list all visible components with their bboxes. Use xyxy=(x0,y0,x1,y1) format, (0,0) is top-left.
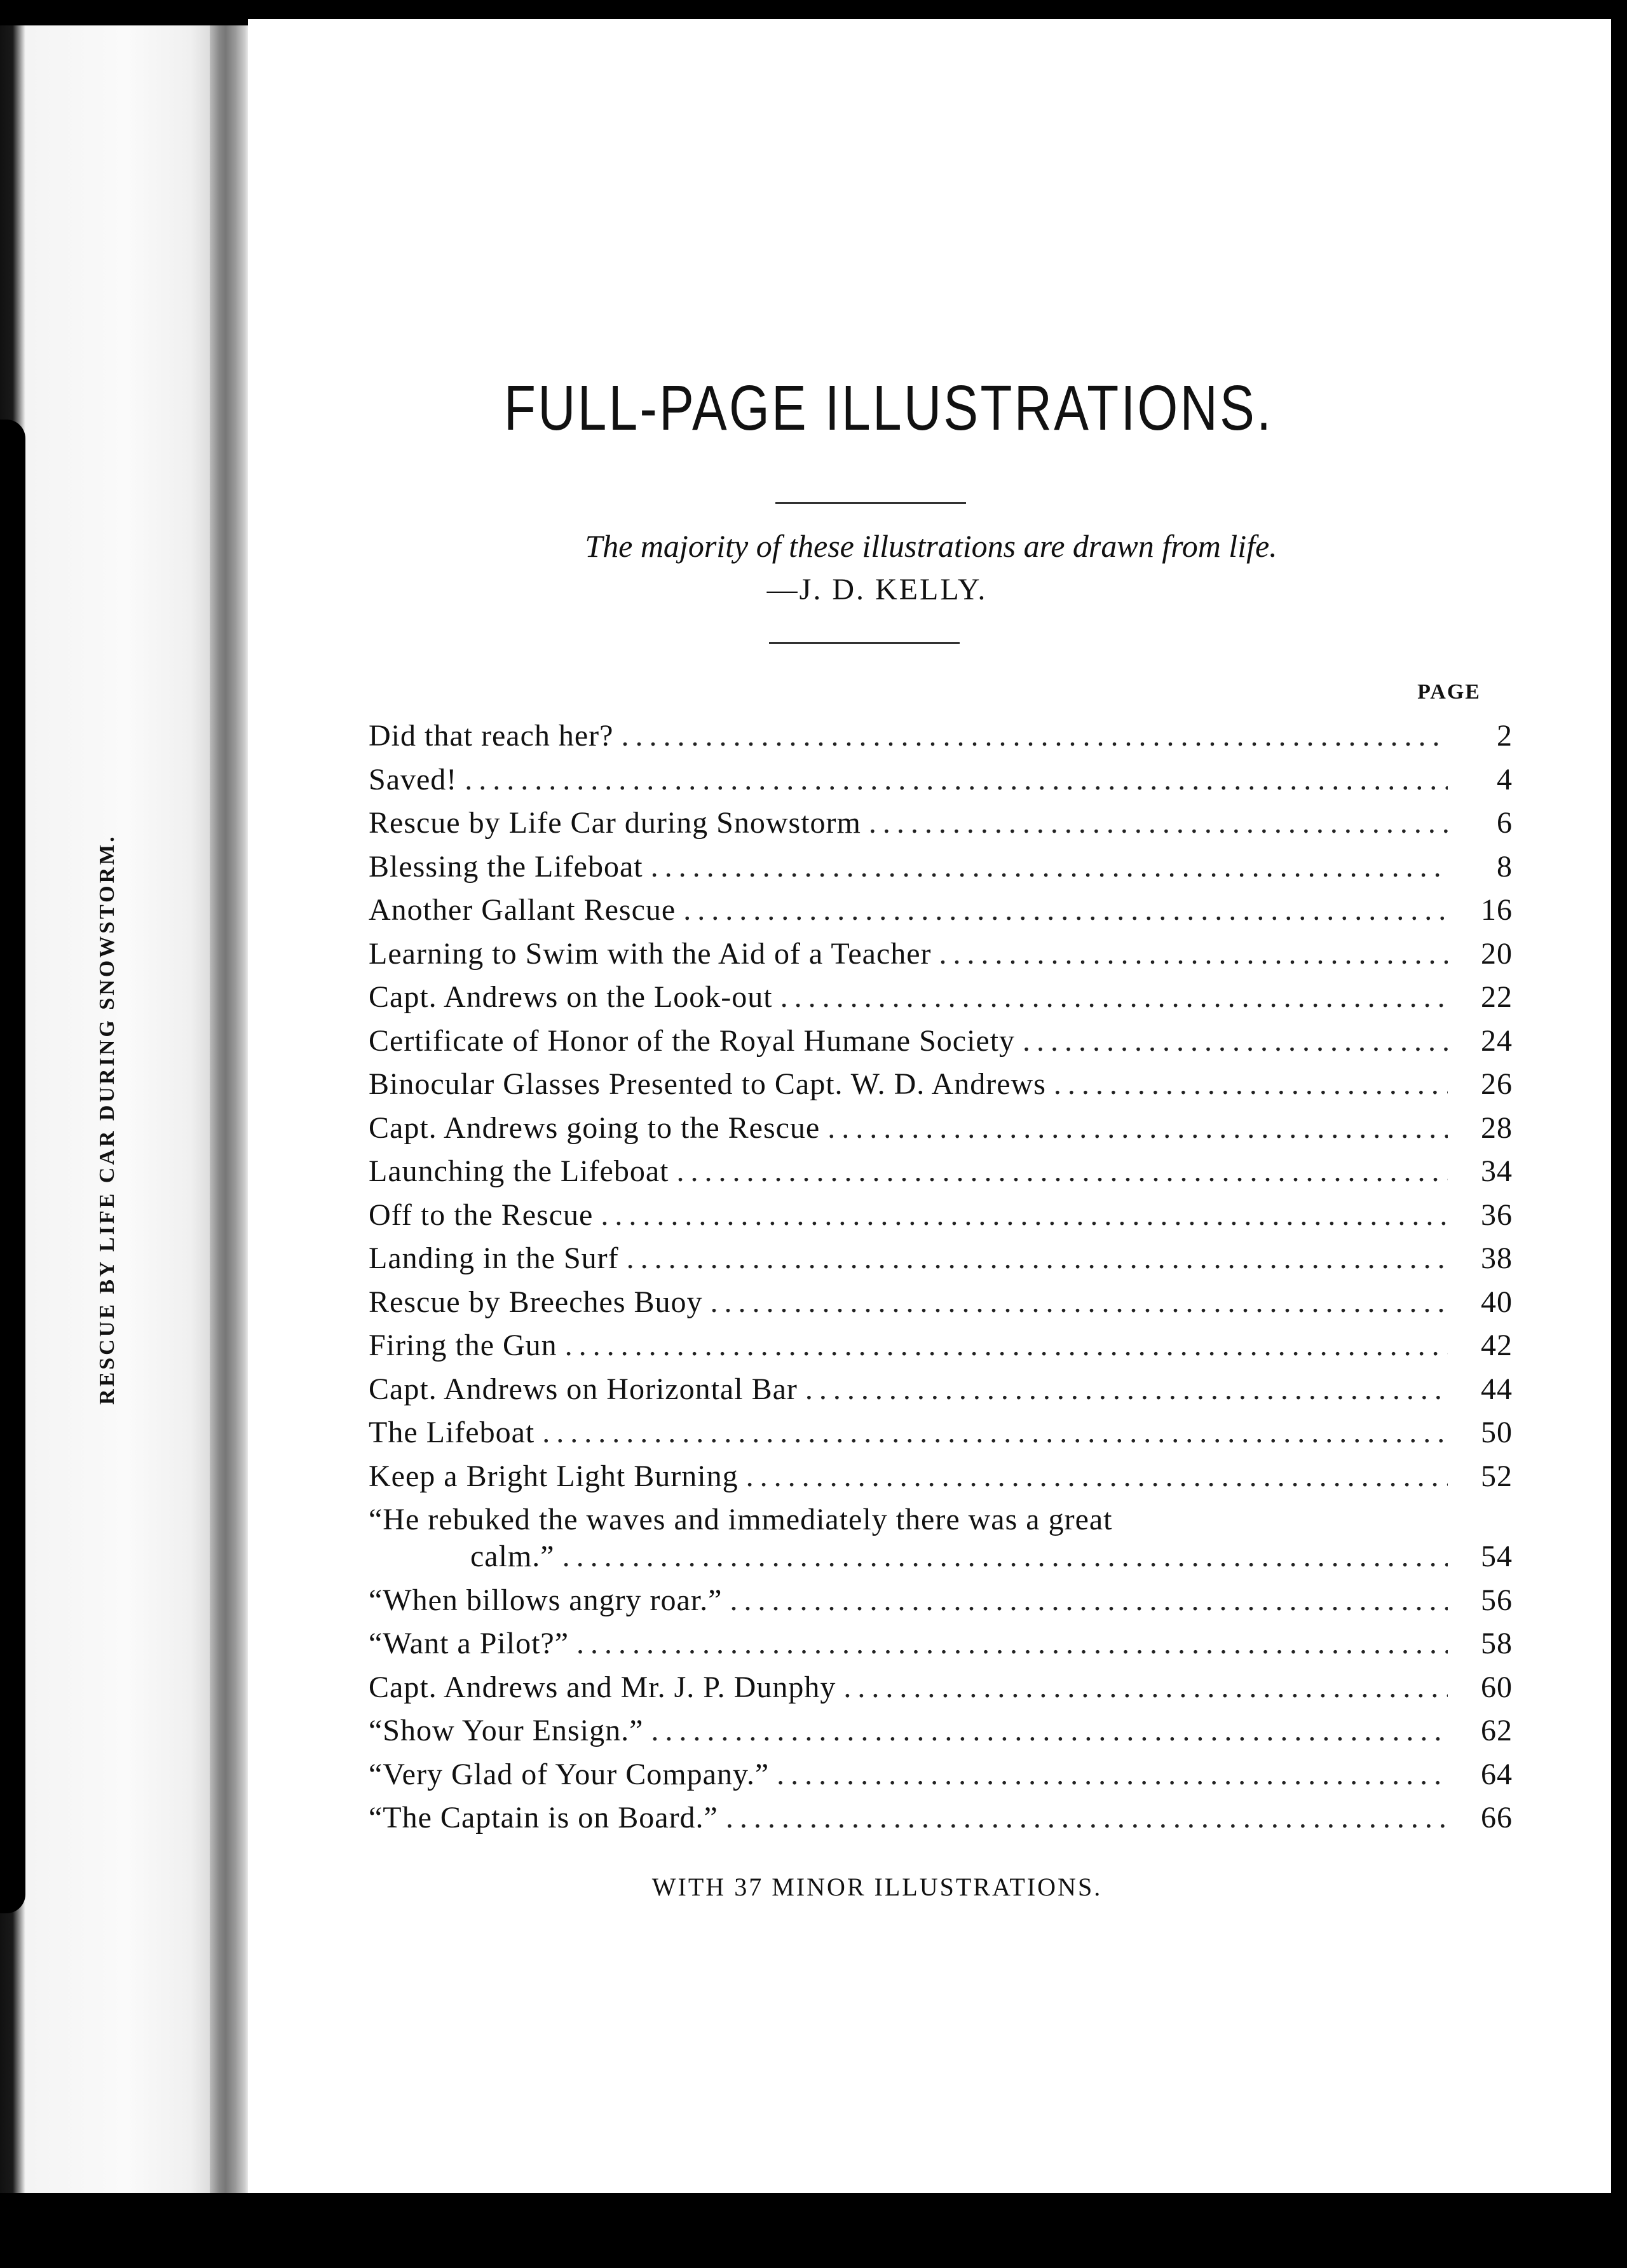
footer-note: WITH 37 MINOR ILLUSTRATIONS. xyxy=(651,1873,1103,1901)
leader-dots xyxy=(465,762,1448,797)
entry-title: Blessing the Lifeboat xyxy=(369,849,643,884)
entry-page: 64 xyxy=(1481,1757,1513,1791)
entry-page: 8 xyxy=(1497,849,1513,884)
leader-dots xyxy=(805,1372,1448,1407)
epigraph: The majority of these illustrations are drawn from life. xyxy=(585,528,1277,564)
list-item xyxy=(369,1626,1513,1670)
leader-dots xyxy=(621,718,1448,753)
leader-dots xyxy=(565,1328,1448,1363)
entry-title: Landing in the Surf xyxy=(369,1241,619,1275)
list-item xyxy=(369,1713,1513,1757)
entry-page: 52 xyxy=(1481,1459,1513,1493)
list-item xyxy=(369,1757,1513,1801)
list-item xyxy=(369,1110,1513,1154)
list-item xyxy=(369,936,1513,980)
entry-page: 54 xyxy=(1481,1540,1513,1573)
entry-title-line1: “He rebuked the waves and immediately there was a great xyxy=(369,1503,1113,1536)
list-item xyxy=(369,1154,1513,1198)
leader-dots xyxy=(777,1757,1448,1792)
leader-dots xyxy=(1023,1023,1448,1058)
list-item xyxy=(369,1198,1513,1241)
entry-title: Saved! xyxy=(369,762,458,796)
entry-title: Rescue by Breeches Buoy xyxy=(369,1285,703,1319)
entry-title: Did that reach her? xyxy=(369,719,614,753)
list-item xyxy=(369,892,1513,936)
entry-page: 66 xyxy=(1481,1801,1513,1834)
entry-title: Capt. Andrews and Mr. J. P. Dunphy xyxy=(369,1670,836,1704)
entry-title: “Show Your Ensign.” xyxy=(369,1714,644,1747)
entry-title: Capt. Andrews on Horizontal Bar xyxy=(369,1372,798,1406)
entry-page: 42 xyxy=(1481,1329,1513,1362)
leader-dots xyxy=(576,1626,1448,1661)
entry-page: 34 xyxy=(1481,1154,1513,1188)
entry-page: 24 xyxy=(1481,1023,1513,1058)
entry-title-line2-row xyxy=(369,1539,1513,1583)
entry-title: Off to the Rescue xyxy=(369,1198,594,1232)
facing-page-caption: RESCUE BY LIFE CAR DURING SNOWSTORM. xyxy=(95,834,119,1405)
title-rule xyxy=(775,502,966,504)
entry-page: 60 xyxy=(1481,1670,1513,1704)
leader-dots xyxy=(711,1285,1448,1320)
entry-title-line2: calm.” xyxy=(470,1540,555,1573)
entry-page: 22 xyxy=(1481,980,1513,1014)
leader-dots xyxy=(627,1241,1448,1276)
list-item xyxy=(369,1583,1513,1627)
list-item xyxy=(369,1328,1513,1372)
leader-dots xyxy=(651,1713,1448,1748)
leader-dots xyxy=(730,1583,1448,1618)
leader-dots xyxy=(827,1110,1448,1145)
entry-title: Binocular Glasses Presented to Capt. W. D. Andrews xyxy=(369,1067,1046,1101)
entry-title: Capt. Andrews on the Look-out xyxy=(369,980,773,1014)
list-item xyxy=(369,1023,1513,1067)
entry-page: 4 xyxy=(1497,762,1513,796)
entry-title: “When billows angry roar.” xyxy=(369,1583,723,1617)
leader-dots xyxy=(746,1459,1448,1494)
entry-page: 56 xyxy=(1481,1583,1513,1617)
leader-dots xyxy=(542,1415,1448,1450)
epigraph-rule xyxy=(769,642,960,644)
entry-page: 58 xyxy=(1481,1627,1513,1660)
entry-title: Firing the Gun xyxy=(369,1329,557,1362)
facing-page-dark-edge xyxy=(0,420,25,1913)
scan-bottom-border xyxy=(0,2193,1627,2268)
leader-dots xyxy=(1054,1067,1448,1102)
book-gutter xyxy=(210,25,248,2193)
leader-dots xyxy=(562,1539,1448,1574)
leader-dots xyxy=(601,1198,1448,1233)
list-item xyxy=(369,718,1513,762)
leader-dots xyxy=(780,980,1448,1014)
entry-title: Rescue by Life Car during Snowstorm xyxy=(369,806,861,840)
list-item xyxy=(369,805,1513,849)
entry-title: The Lifeboat xyxy=(369,1416,535,1449)
entry-title: Certificate of Honor of the Royal Humane Society xyxy=(369,1023,1016,1058)
leader-dots xyxy=(677,1154,1448,1189)
leader-dots xyxy=(869,805,1448,840)
entry-page: 26 xyxy=(1481,1067,1513,1101)
entry-title: “Very Glad of Your Company.” xyxy=(369,1757,770,1791)
illustrations-list xyxy=(369,718,1513,1844)
list-item xyxy=(369,1459,1513,1503)
leader-dots xyxy=(939,936,1448,971)
entry-title: Another Gallant Rescue xyxy=(369,893,676,927)
leader-dots xyxy=(726,1800,1448,1835)
list-item xyxy=(369,1800,1513,1844)
list-item xyxy=(369,1670,1513,1714)
entry-page: 50 xyxy=(1481,1416,1513,1449)
list-item xyxy=(369,980,1513,1023)
page-title: FULL-PAGE ILLUSTRATIONS. xyxy=(503,372,1274,444)
entry-title: Learning to Swim with the Aid of a Teacher xyxy=(369,936,932,971)
epigraph-attribution: —J. D. KELLY. xyxy=(766,573,988,606)
entry-page: 44 xyxy=(1481,1372,1513,1406)
list-item-multiline xyxy=(369,1502,1513,1583)
entry-title: “The Captain is on Board.” xyxy=(369,1801,718,1834)
list-item xyxy=(369,762,1513,806)
leader-dots xyxy=(683,892,1448,927)
entry-page: 40 xyxy=(1481,1285,1513,1319)
list-item xyxy=(369,849,1513,893)
list-item xyxy=(369,1415,1513,1459)
entry-title: Capt. Andrews going to the Rescue xyxy=(369,1110,820,1145)
entry-page: 16 xyxy=(1481,893,1513,927)
entry-title: Launching the Lifeboat xyxy=(369,1154,669,1188)
list-item xyxy=(369,1067,1513,1110)
entry-page: 28 xyxy=(1481,1110,1513,1145)
entry-page: 2 xyxy=(1497,719,1513,753)
entry-page: 62 xyxy=(1481,1714,1513,1747)
leader-dots xyxy=(651,849,1448,884)
list-item xyxy=(369,1372,1513,1416)
list-item xyxy=(369,1285,1513,1329)
entry-page: 38 xyxy=(1481,1241,1513,1275)
entry-page: 36 xyxy=(1481,1198,1513,1232)
entry-title: “Want a Pilot?” xyxy=(369,1627,569,1660)
page-column-heading: PAGE xyxy=(1417,680,1481,704)
entry-page: 20 xyxy=(1481,936,1513,971)
entry-title: Keep a Bright Light Burning xyxy=(369,1459,739,1493)
leader-dots xyxy=(843,1670,1448,1705)
book-page xyxy=(248,19,1611,2193)
list-item xyxy=(369,1241,1513,1285)
entry-page: 6 xyxy=(1497,806,1513,840)
